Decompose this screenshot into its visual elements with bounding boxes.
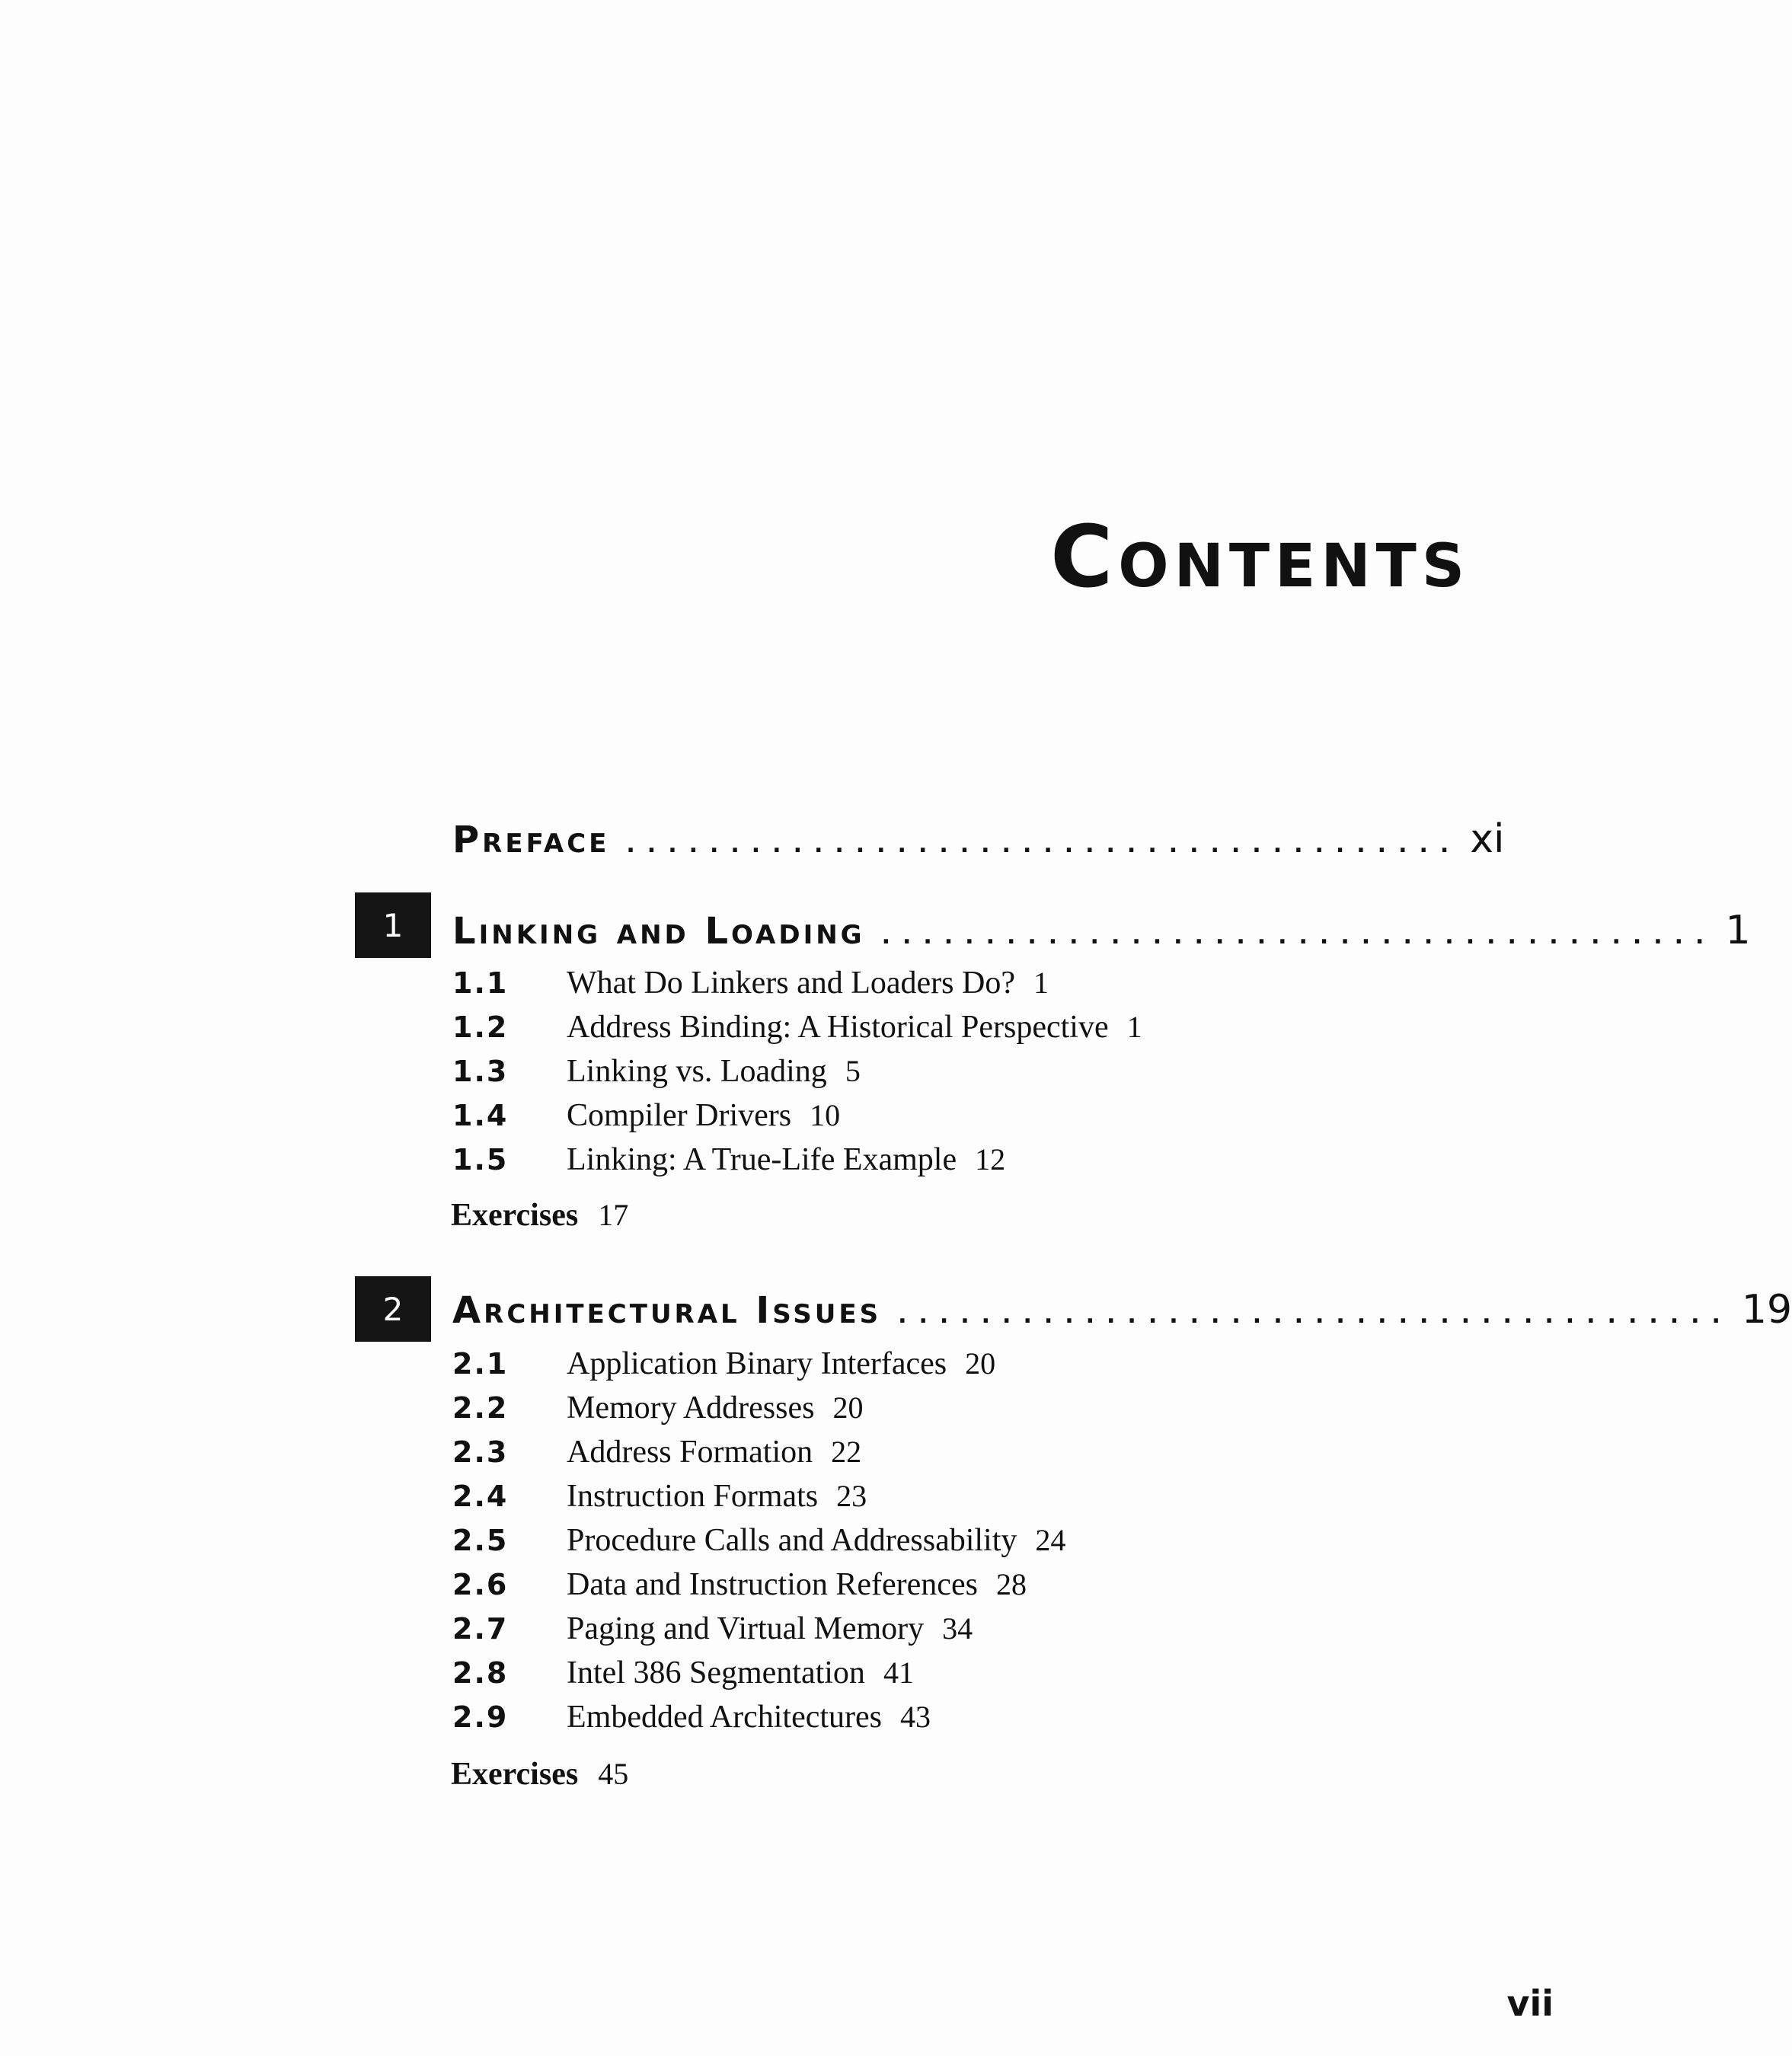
section-number: 2.6 <box>452 1568 509 1601</box>
dot-leader: ........................................ <box>898 1302 1733 1329</box>
section-page: 12 <box>975 1142 1006 1176</box>
section-number: 2.4 <box>452 1480 509 1513</box>
toc-section[interactable] <box>452 1478 867 1521</box>
exercises-page: 45 <box>598 1757 629 1791</box>
dot-leader: ........................................ <box>626 832 1461 858</box>
toc-entry-preface[interactable] <box>452 816 1505 862</box>
section-page: 10 <box>810 1098 841 1132</box>
section-page: 1 <box>1033 966 1049 1000</box>
toc-section[interactable] <box>452 965 1049 1007</box>
section-page: 22 <box>831 1435 862 1469</box>
dot-leader: ........................................ <box>881 923 1717 950</box>
section-title: Procedure Calls and Addressability <box>567 1523 1017 1558</box>
toc-section[interactable] <box>452 1566 1027 1609</box>
section-page: 41 <box>883 1655 914 1690</box>
section-page: 20 <box>832 1390 864 1425</box>
section-title: Intel 386 Segmentation <box>567 1655 865 1690</box>
toc-exercises[interactable] <box>451 1197 628 1234</box>
toc-section[interactable] <box>452 1655 914 1697</box>
section-title: Instruction Formats <box>567 1479 819 1514</box>
section-page: 43 <box>900 1700 931 1734</box>
toc-section[interactable] <box>452 1346 995 1388</box>
section-page: 5 <box>845 1054 861 1088</box>
section-number: 1.1 <box>452 966 509 1000</box>
exercises-label: Exercises <box>451 1757 579 1792</box>
section-number: 2.1 <box>452 1347 509 1381</box>
section-number: 2.3 <box>452 1435 509 1469</box>
section-number: 1.3 <box>452 1055 509 1088</box>
section-number: 2.8 <box>452 1656 509 1690</box>
section-title: Memory Addresses <box>567 1390 815 1425</box>
section-title: Paging and Virtual Memory <box>567 1611 925 1646</box>
toc-entry-chapter-2[interactable] <box>452 1287 1792 1333</box>
section-number: 2.2 <box>452 1391 509 1425</box>
section-page: 24 <box>1035 1523 1066 1557</box>
toc-section[interactable] <box>452 1434 861 1477</box>
exercises-label: Exercises <box>451 1198 579 1233</box>
section-number: 1.4 <box>452 1099 509 1132</box>
section-title: Address Formation <box>567 1435 813 1470</box>
toc-section[interactable] <box>452 1053 861 1096</box>
section-title: Embedded Architectures <box>567 1700 883 1735</box>
section-number: 1.2 <box>452 1010 509 1044</box>
section-number: 1.5 <box>452 1143 509 1176</box>
section-number: 2.7 <box>452 1612 509 1646</box>
section-title: Linking: A True-Life Example <box>567 1142 957 1177</box>
chapter-page: 19 <box>1741 1287 1792 1333</box>
chapter-title: Linking and Loading <box>452 910 865 953</box>
section-page: 23 <box>836 1479 867 1513</box>
chapter-number-badge: 2 <box>355 1276 431 1342</box>
page-number: vii <box>1506 1983 1554 2024</box>
preface-page: xi <box>1470 816 1505 862</box>
section-page: 28 <box>995 1567 1027 1601</box>
toc-entry-chapter-1[interactable] <box>452 908 1751 953</box>
toc-section[interactable] <box>452 1699 931 1742</box>
section-title: Application Binary Interfaces <box>567 1346 947 1381</box>
toc-section[interactable] <box>452 1009 1142 1052</box>
toc-exercises[interactable] <box>451 1756 628 1793</box>
section-title: Data and Instruction References <box>567 1567 978 1602</box>
toc-section[interactable] <box>452 1611 973 1653</box>
section-title: Address Binding: A Historical Perspective <box>567 1010 1109 1045</box>
toc-section[interactable] <box>452 1141 1005 1184</box>
toc-section[interactable] <box>452 1097 840 1140</box>
section-title: Compiler Drivers <box>567 1098 792 1133</box>
page-title: Contents <box>1050 508 1470 607</box>
chapter-title: Architectural Issues <box>452 1289 882 1332</box>
section-title: Linking vs. Loading <box>567 1054 827 1089</box>
chapter-number-badge: 1 <box>355 892 431 958</box>
chapter-page: 1 <box>1725 908 1751 953</box>
section-number: 2.5 <box>452 1524 509 1557</box>
section-page: 34 <box>942 1611 973 1646</box>
preface-title: Preface <box>452 819 610 861</box>
toc-section[interactable] <box>452 1522 1065 1565</box>
section-number: 2.9 <box>452 1700 509 1734</box>
exercises-page: 17 <box>598 1198 629 1232</box>
section-page: 1 <box>1126 1010 1142 1044</box>
toc-section[interactable] <box>452 1390 863 1432</box>
section-page: 20 <box>965 1346 996 1381</box>
section-title: What Do Linkers and Loaders Do? <box>567 966 1015 1001</box>
